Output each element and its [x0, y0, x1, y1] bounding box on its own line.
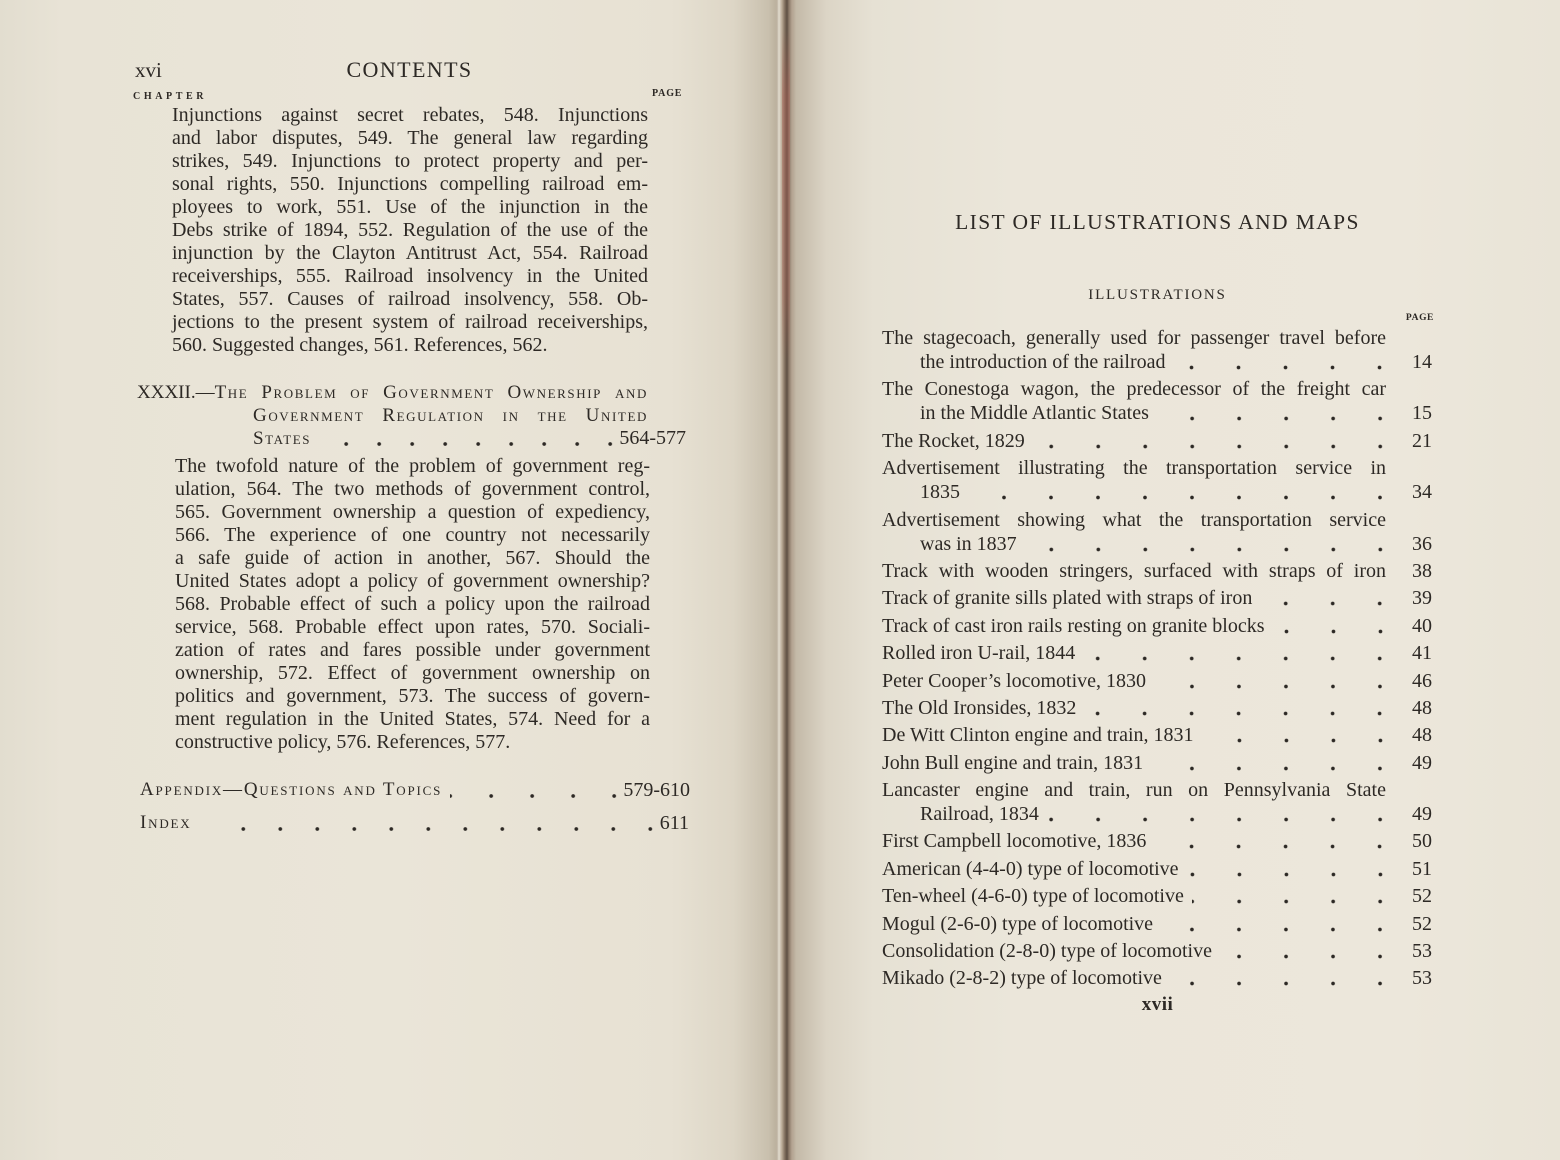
- entry-title-line: De Witt Clinton engine and train, 1831: [882, 724, 1194, 747]
- entry-last-line: [882, 532, 1432, 556]
- entry-last-line: [882, 401, 1432, 425]
- entry-title-line: Track with wooden stringers, surfaced with straps of iron: [882, 559, 1386, 582]
- illustration-entry: [882, 377, 1432, 425]
- summary-line: and labor disputes, 549. The general law regarding: [172, 127, 648, 149]
- entry-title-line: Lancaster engine and train, run on Pennsylvania State: [882, 779, 1386, 802]
- summary-line: 565. Government ownership a question of expediency,: [175, 501, 650, 523]
- chapter-title-line: [137, 381, 648, 404]
- entry-page-number: 34: [1412, 481, 1432, 504]
- entry-page-number: 40: [1412, 614, 1432, 637]
- summary-line: Injunctions against secret rebates, 548. Injunctions: [172, 104, 648, 126]
- entry-page-number: 21: [1412, 429, 1432, 452]
- leader-dots: [1173, 350, 1386, 374]
- illustration-entry: [882, 586, 1432, 610]
- summary-line: ulation, 564. The two methods of government control,: [175, 478, 650, 500]
- entry-title-line: in the Middle Atlantic States: [920, 402, 1149, 425]
- summary-line: politics and government, 573. The success of govern-: [175, 685, 650, 707]
- summary-line: Debs strike of 1894, 552. Regulation of the use of the: [172, 219, 648, 241]
- summary-line: The twofold nature of the problem of government reg-: [175, 455, 650, 477]
- entry-last-line: [882, 429, 1432, 453]
- list-title: LIST OF ILLUSTRATIONS AND MAPS: [955, 210, 1360, 234]
- entry-page-number: 15: [1412, 402, 1432, 425]
- entry-last-line: [882, 939, 1432, 963]
- leader-dots: [1083, 641, 1386, 665]
- entry-last-line: [882, 350, 1432, 374]
- summary-line: States, 557. Causes of railroad insolvency, 558. Ob-: [172, 288, 648, 310]
- leader-dots: [1260, 586, 1386, 610]
- section-heading: ILLUSTRATIONS: [1088, 287, 1227, 303]
- entry-last-line: [882, 857, 1432, 881]
- leader-dots: [450, 778, 620, 802]
- running-head: CONTENTS: [346, 57, 473, 82]
- illustration-entry: [882, 614, 1432, 638]
- entry-page-number: 53: [1412, 967, 1432, 990]
- chapter-heading: [137, 381, 686, 450]
- entry-title-line: Railroad, 1834: [920, 803, 1039, 826]
- entry-page-number: 52: [1412, 912, 1432, 935]
- entry-last-line: [882, 614, 1432, 638]
- summary-line: jections to the present system of railroad receiverships,: [172, 311, 648, 333]
- summary-line: 566. The experience of one country not necessarily: [175, 524, 650, 546]
- entry-page-number: 51: [1412, 857, 1432, 880]
- summary-line: ownership, 572. Effect of government ownership on: [175, 662, 650, 684]
- entry-last-line: [882, 802, 1432, 826]
- illustration-entry: [882, 696, 1432, 720]
- illustration-entry: [882, 669, 1432, 693]
- entry-title-line: Track of cast iron rails resting on granite blocks: [882, 614, 1265, 637]
- entry-last-line: [882, 723, 1432, 747]
- illustration-entry: [882, 429, 1432, 453]
- illustration-entry: [882, 966, 1432, 990]
- entry-last-line: [882, 829, 1432, 853]
- entry-title-line: Ten-wheel (4-6-0) type of locomotive: [882, 885, 1184, 908]
- entry-page-number: 49: [1412, 751, 1432, 774]
- entry-last-line: [882, 966, 1432, 990]
- leader-dots: [319, 427, 616, 450]
- entry-title-line: Mikado (2-8-2) type of locomotive: [882, 967, 1162, 990]
- entry-page-number: 49: [1412, 803, 1432, 826]
- illustration-entry: [882, 641, 1432, 665]
- leader-dots: [1273, 614, 1386, 638]
- leader-dots: [968, 480, 1386, 504]
- leader-dots: [1151, 751, 1386, 775]
- summary-line: constructive policy, 576. References, 577.: [175, 731, 511, 753]
- entry-page-number: 39: [1412, 587, 1432, 610]
- entry-last-line: [882, 480, 1432, 504]
- leader-dots: [1154, 829, 1386, 853]
- entry-page-number: 41: [1412, 642, 1432, 665]
- entry-page-number: 38: [1412, 559, 1432, 582]
- entry-title-line: The Conestoga wagon, the predecessor of the freight car: [882, 378, 1386, 401]
- illustration-entry: [882, 723, 1432, 747]
- chapter-title-line: Government Regulation in the United: [253, 405, 648, 426]
- illustration-entry: [882, 559, 1432, 583]
- entry-title-line: Peter Cooper’s locomotive, 1830: [882, 669, 1147, 692]
- summary-line: receiverships, 555. Railroad insolvency in the United: [172, 265, 648, 287]
- illustration-entry: [882, 751, 1432, 775]
- illustration-entry: [882, 326, 1432, 374]
- chapter-page-range: 564-577: [619, 427, 686, 449]
- chapter-summary-continued: [172, 104, 648, 357]
- page-folio-left: xvi: [135, 58, 162, 82]
- leader-dots: [1154, 669, 1386, 693]
- leader-dots: [1187, 857, 1386, 881]
- entry-title-line: Rolled iron U-rail, 1844: [882, 642, 1076, 665]
- entry-page-number: 50: [1412, 830, 1432, 853]
- entry-title-line: Advertisement illustrating the transportation service in: [882, 457, 1386, 480]
- entry-last-line: [882, 559, 1432, 583]
- column-heading-page: PAGE: [652, 88, 683, 99]
- index-page: 611: [659, 812, 689, 834]
- illustration-entry: [882, 829, 1432, 853]
- illustration-entry: [882, 884, 1432, 908]
- index-entry: [140, 811, 689, 835]
- leader-dots: [1025, 532, 1386, 556]
- appendix-label: Appendix—Questions and Topics: [140, 779, 443, 800]
- entry-title-line: 1835: [920, 481, 960, 504]
- illustration-entry: [882, 456, 1432, 504]
- entry-title-line: First Campbell locomotive, 1836: [882, 830, 1147, 853]
- leader-dots: [1202, 723, 1386, 747]
- chapter-number: XXXII.—: [137, 382, 215, 403]
- illustration-list: [882, 326, 1432, 994]
- leader-dots: [1161, 912, 1386, 936]
- chapter-title: The Problem of Government Ownership and: [214, 382, 648, 403]
- entry-page-number: 46: [1412, 669, 1432, 692]
- entry-last-line: [882, 641, 1432, 665]
- summary-line: 560. Suggested changes, 561. References, 562.: [172, 334, 548, 356]
- illustration-entry: [882, 778, 1432, 826]
- entry-title-line: The stagecoach, generally used for passenger travel before: [882, 327, 1386, 349]
- appendix-page-range: 579-610: [623, 779, 690, 801]
- leader-dots: [1170, 966, 1386, 990]
- column-heading-chapter: CHAPTER: [133, 91, 208, 102]
- page-folio-right: xvii: [1141, 994, 1174, 1015]
- leader-dots: [1047, 802, 1386, 826]
- summary-line: strikes, 549. Injunctions to protect property and per-: [172, 150, 648, 172]
- chapter-summary: [175, 455, 650, 754]
- entry-title-line: Consolidation (2-8-0) type of locomotive: [882, 940, 1212, 963]
- leader-dots: [1220, 939, 1386, 963]
- chapter-title: States: [253, 428, 312, 449]
- chapter-title-line: [253, 427, 686, 450]
- entry-title-line: John Bull engine and train, 1831: [882, 751, 1144, 774]
- entry-page-number: 48: [1412, 696, 1432, 719]
- column-heading-page: PAGE: [1405, 313, 1434, 323]
- leader-dots: [213, 811, 656, 835]
- entry-page-number: 53: [1412, 940, 1432, 963]
- summary-line: United States adopt a policy of government ownership?: [175, 570, 650, 592]
- leader-dots: [1033, 429, 1386, 453]
- spine-binding-tint: [782, 30, 790, 360]
- entry-last-line: [882, 696, 1432, 720]
- summary-line: service, 568. Probable effect upon rates, 570. Sociali-: [175, 616, 650, 638]
- leader-dots: [1084, 696, 1386, 720]
- entry-title-line: the introduction of the railroad: [920, 351, 1166, 373]
- entry-title-line: was in 1837: [920, 532, 1017, 555]
- entry-last-line: [882, 586, 1432, 610]
- entry-last-line: [882, 884, 1432, 908]
- summary-line: zation of rates and fares possible under government: [175, 639, 650, 661]
- illustration-entry: [882, 508, 1432, 556]
- entry-page-number: 48: [1412, 724, 1432, 747]
- illustration-entry: [882, 857, 1432, 881]
- entry-last-line: [882, 912, 1432, 936]
- entry-title-line: Track of granite sills plated with straps of iron: [882, 587, 1253, 610]
- entry-title-line: The Old Ironsides, 1832: [882, 696, 1077, 719]
- illustration-entry: [882, 939, 1432, 963]
- index-label: Index: [140, 812, 192, 833]
- summary-line: sonal rights, 550. Injunctions compelling railroad em-: [172, 173, 648, 195]
- entry-page-number: 52: [1412, 885, 1432, 908]
- summary-line: ployees to work, 551. Use of the injunction in the: [172, 196, 648, 218]
- summary-line: ment regulation in the United States, 574. Need for a: [175, 708, 650, 730]
- summary-line: injunction by the Clayton Antitrust Act, 554. Railroad: [172, 242, 648, 264]
- leader-dots: [1192, 884, 1386, 908]
- summary-line: a safe guide of action in another, 567. Should the: [175, 547, 650, 569]
- leader-dots: [1157, 401, 1386, 425]
- illustration-entry: [882, 912, 1432, 936]
- entry-title-line: American (4-4-0) type of locomotive: [882, 857, 1179, 880]
- entry-title-line: Advertisement showing what the transportation service: [882, 508, 1386, 531]
- summary-line: 568. Probable effect of such a policy upon the railroad: [175, 593, 650, 615]
- entry-last-line: [882, 669, 1432, 693]
- entry-title-line: Mogul (2-6-0) type of locomotive: [882, 912, 1154, 935]
- appendix-entry: [140, 778, 690, 802]
- entry-page-number: 14: [1412, 351, 1432, 373]
- entry-title-line: The Rocket, 1829: [882, 429, 1025, 452]
- entry-last-line: [882, 751, 1432, 775]
- entry-page-number: 36: [1412, 532, 1432, 555]
